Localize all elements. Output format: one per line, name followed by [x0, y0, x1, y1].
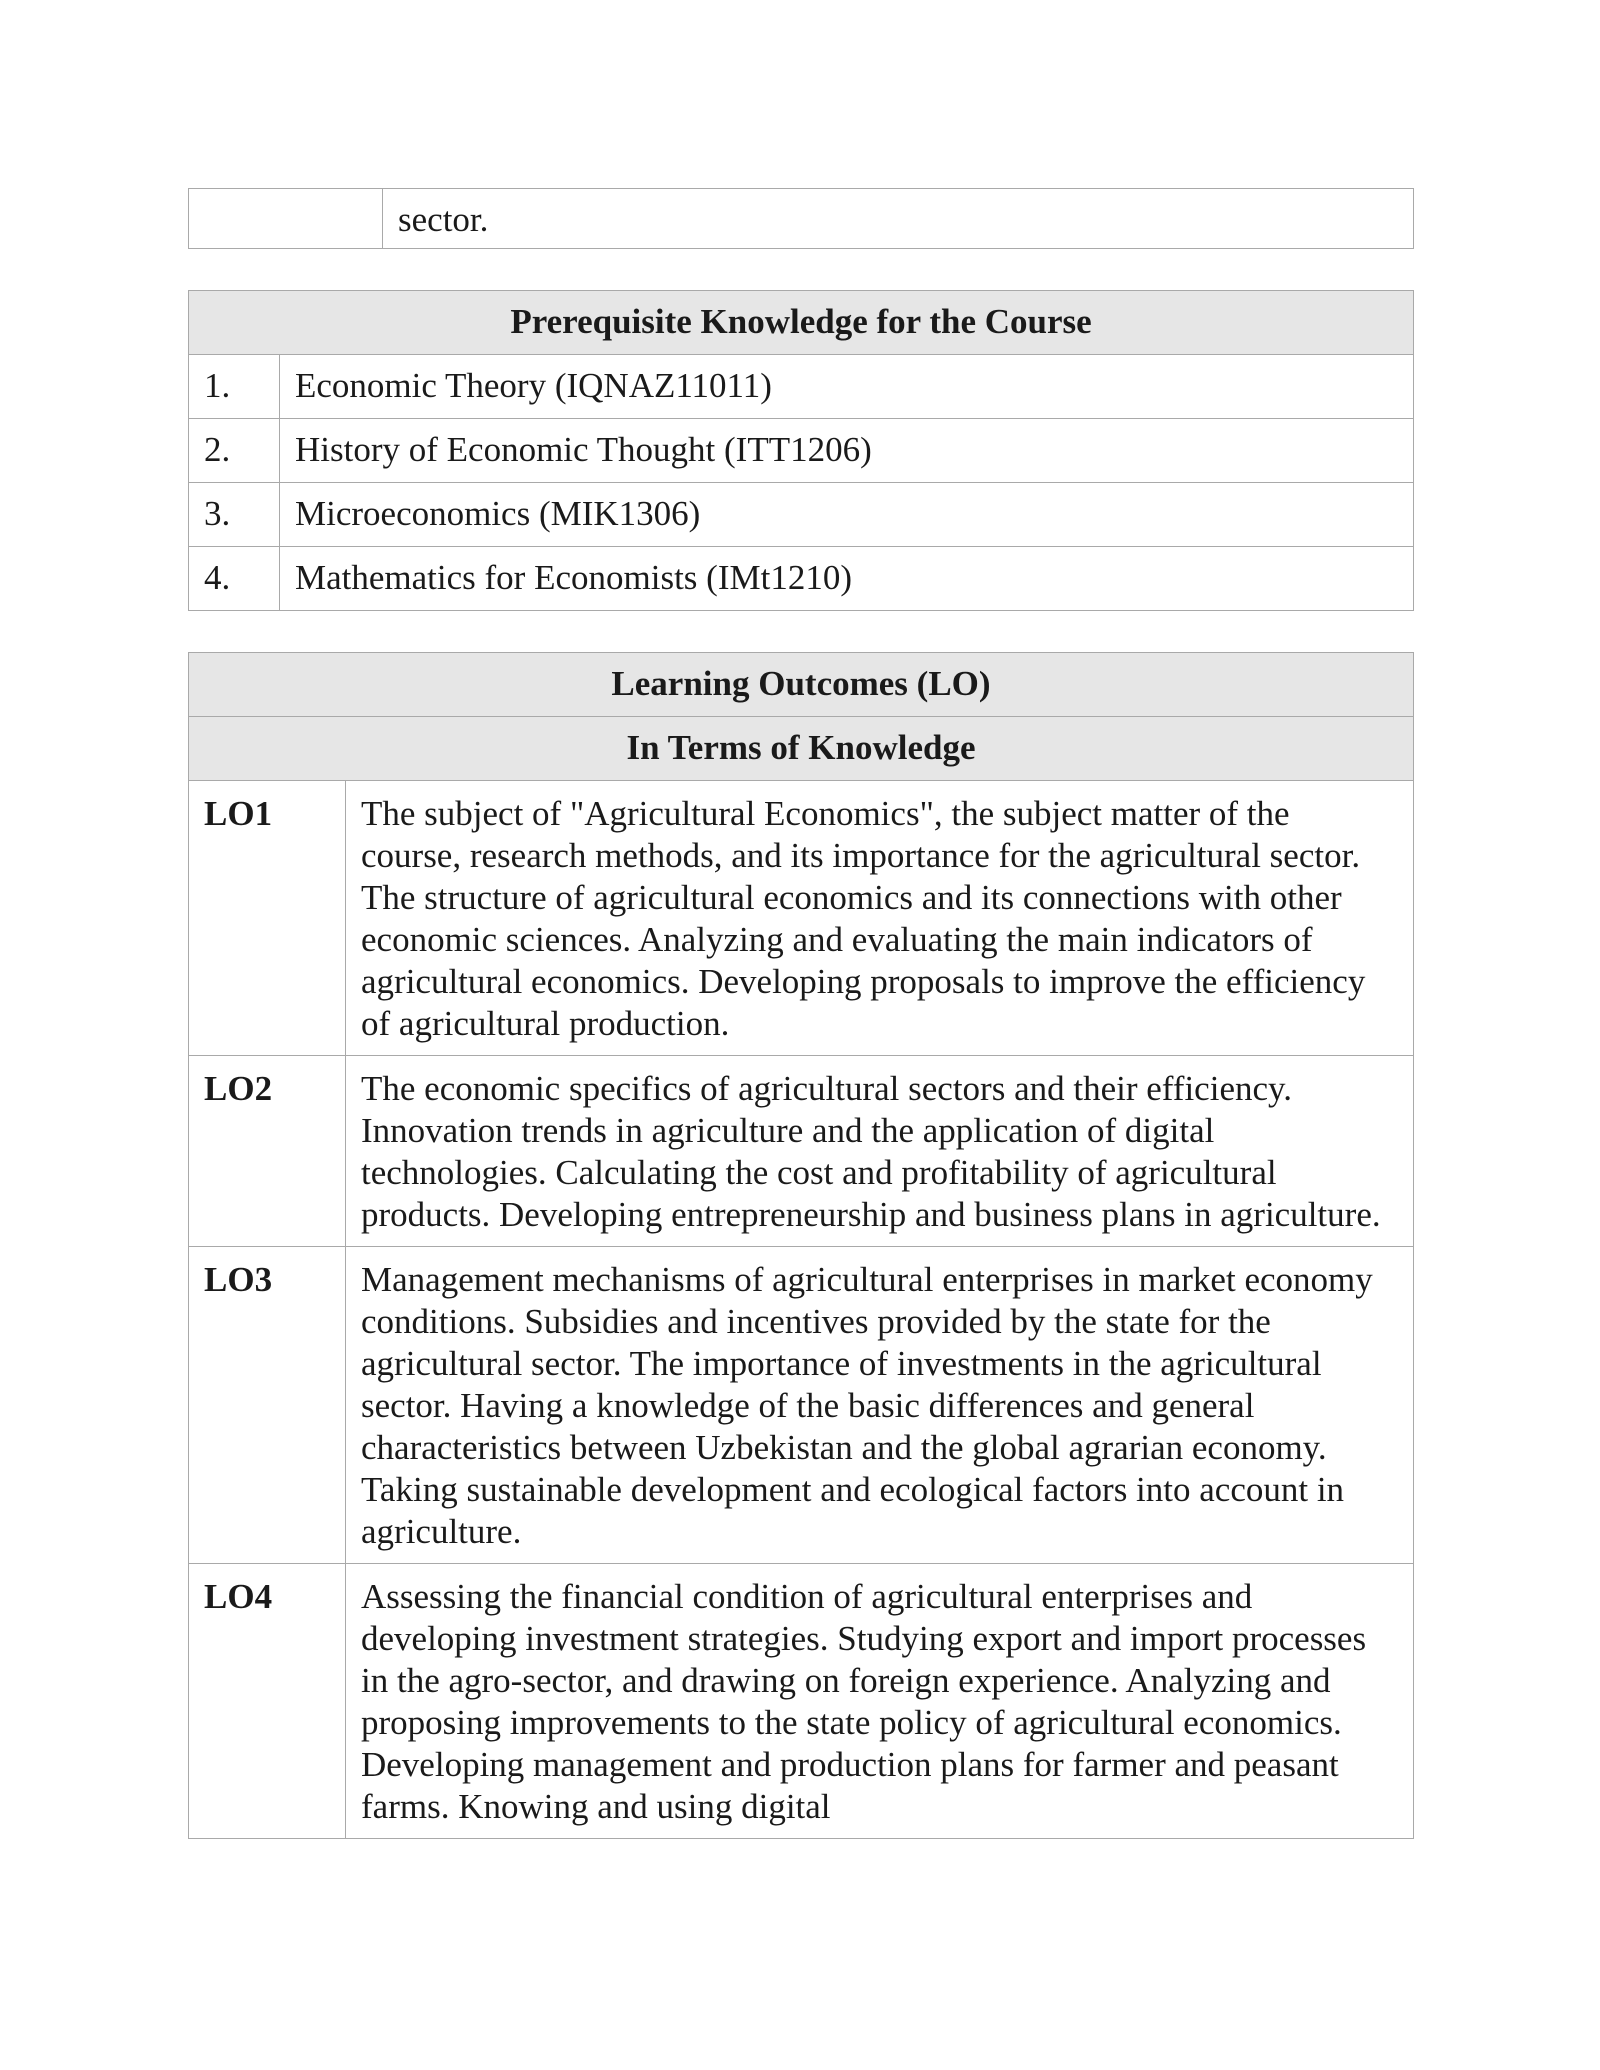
prereq-number: 4. — [189, 547, 280, 611]
lo-description: Management mechanisms of agricultural enterprises in market economy conditions. Subsidies and incentives provided by the state for the agricultural sector. The importance of investments in the agricultural sector. Having a knowledge of the basic differences and general characteristics between Uzbekistan and the global agrarian economy. Taking sustainable development and ecological factors into account in agriculture. — [346, 1247, 1414, 1564]
table-row — [189, 1247, 1414, 1564]
prereq-course: Economic Theory (IQNAZ11011) — [280, 355, 1414, 419]
table-row — [189, 781, 1414, 1056]
prereq-course: History of Economic Thought (ITT1206) — [280, 419, 1414, 483]
table-row — [189, 483, 1414, 547]
prereq-course: Mathematics for Economists (IMt1210) — [280, 547, 1414, 611]
lo-description: The economic specifics of agricultural sectors and their efficiency. Innovation trends in agriculture and the application of digital technologies. Calculating the cost and profitability of agricultural products. Developing entrepreneurship and business plans in agriculture. — [346, 1056, 1414, 1247]
prereq-number: 2. — [189, 419, 280, 483]
lo-code: LO2 — [189, 1056, 346, 1247]
prereq-number: 3. — [189, 483, 280, 547]
continuation-text-cell: sector. — [383, 189, 1414, 249]
table-row — [189, 1564, 1414, 1839]
prereq-number: 1. — [189, 355, 280, 419]
learning-outcomes-subheading: In Terms of Knowledge — [189, 717, 1414, 781]
table-row — [189, 1056, 1414, 1247]
prerequisites-table — [188, 290, 1414, 611]
lo-description: Assessing the financial condition of agricultural enterprises and developing investment strategies. Studying export and import processes in the agro-sector, and drawing on foreign experience. Analyzing and proposing improvements to the state policy of agricultural economics. Developing management and production plans for farmer and peasant farms. Knowing and using digital — [346, 1564, 1414, 1839]
lo-code: LO4 — [189, 1564, 346, 1839]
table-row — [189, 291, 1414, 355]
learning-outcomes-heading: Learning Outcomes (LO) — [189, 653, 1414, 717]
prerequisites-heading: Prerequisite Knowledge for the Course — [189, 291, 1414, 355]
prereq-course: Microeconomics (MIK1306) — [280, 483, 1414, 547]
continuation-table — [188, 188, 1414, 249]
lo-code: LO1 — [189, 781, 346, 1056]
document-page — [188, 188, 1414, 1839]
table-row — [189, 547, 1414, 611]
lo-description: The subject of "Agricultural Economics", the subject matter of the course, research methods, and its importance for the agricultural sector. The structure of agricultural economics and its connections with other economic sciences. Analyzing and evaluating the main indicators of agricultural economics. Developing proposals to improve the efficiency of agricultural production. — [346, 781, 1414, 1056]
learning-outcomes-table — [188, 652, 1414, 1839]
table-row — [189, 355, 1414, 419]
lo-code: LO3 — [189, 1247, 346, 1564]
continuation-label-cell — [189, 189, 383, 249]
table-row — [189, 653, 1414, 717]
table-row — [189, 189, 1414, 249]
table-row — [189, 419, 1414, 483]
table-row — [189, 717, 1414, 781]
